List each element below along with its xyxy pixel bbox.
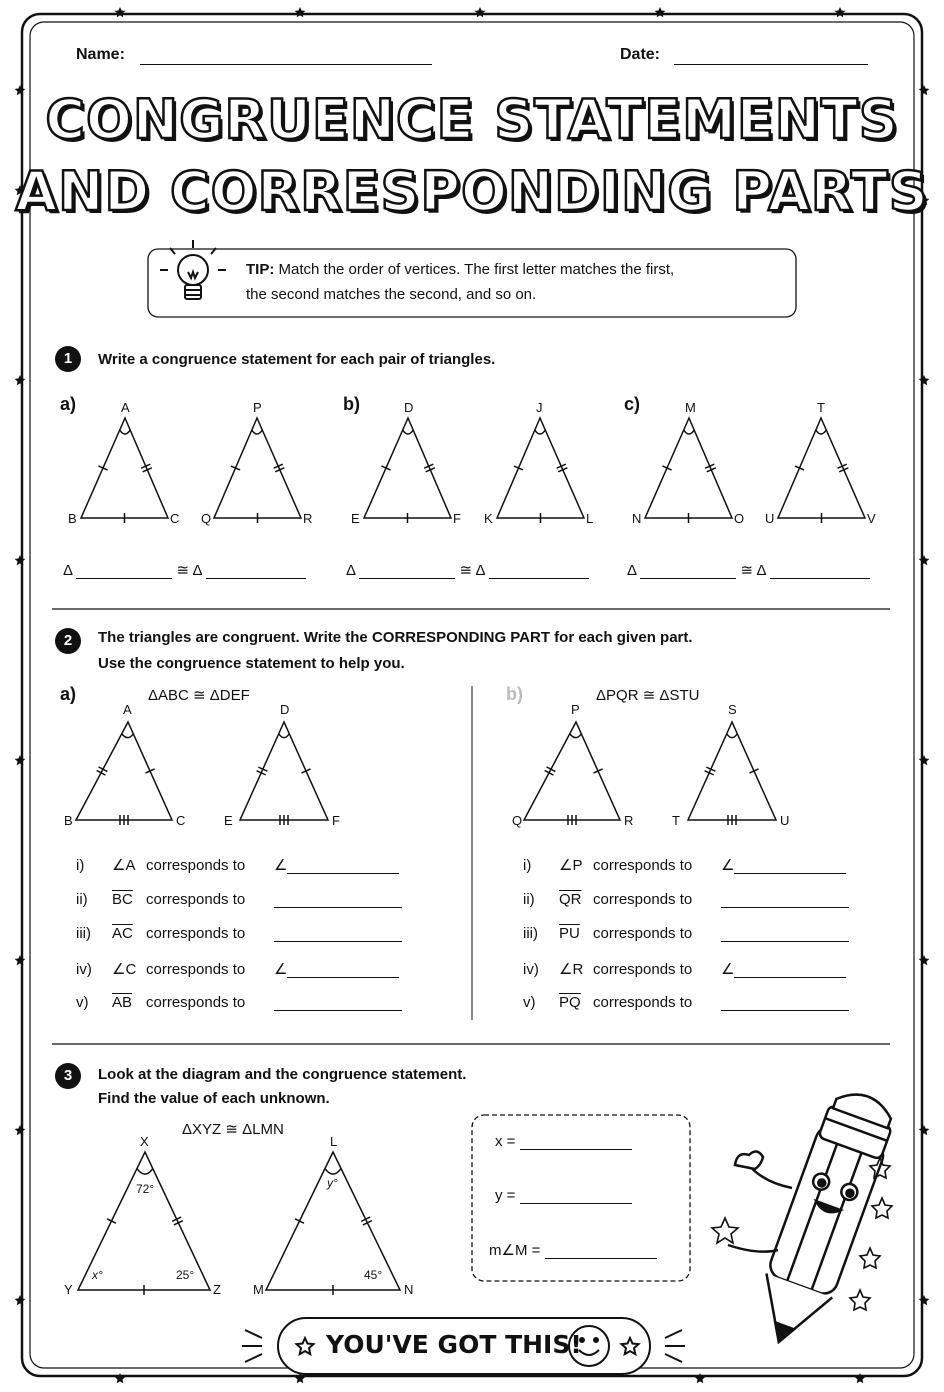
section-number-1: 1 [55, 346, 81, 372]
page-title-line1: CONGRUENCE STATEMENTS [45, 88, 899, 151]
given-part: $\overline{QR}$ [559, 890, 582, 908]
prefix-symbol: ∠ [274, 857, 288, 874]
section1-triangle-A-apex-arc [120, 430, 130, 434]
border-star [15, 755, 26, 765]
border-star [919, 1295, 930, 1305]
correspondence-item [523, 960, 846, 978]
section1-triangle-D-apex-arc [403, 430, 413, 434]
section2-instruction1: The triangles are congruent. Write the CORRESPONDING PART for each given part. [98, 629, 693, 646]
vertex-l: L [330, 1134, 338, 1149]
answer-y-label: y = [495, 1187, 516, 1204]
correspondence-item [76, 891, 402, 908]
section1-answer-row [346, 561, 589, 579]
answer-field[interactable] [274, 927, 402, 942]
vertex-label: D [280, 702, 290, 717]
congruent-symbol: ≅ Δ [176, 562, 202, 579]
vertex-y: Y [64, 1282, 73, 1297]
border-star [919, 375, 930, 385]
corresponds-text: corresponds to [593, 890, 693, 908]
section1-part-label: c) [624, 394, 641, 414]
corresponds-text: corresponds to [146, 960, 246, 978]
section2-left-statement: ΔABC ≅ ΔDEF [148, 687, 250, 704]
correspondence-item [76, 960, 399, 978]
vertex-z: Z [213, 1282, 221, 1297]
section3-instruction1: Look at the diagram and the congruence statement. [98, 1066, 467, 1083]
tip-label: TIP: [246, 261, 275, 278]
given-part: $\overline{AC}$ [112, 925, 133, 942]
section1-part-label: b) [343, 394, 360, 414]
angle-x-label: 72° [136, 1182, 155, 1196]
border-star [919, 1125, 930, 1135]
section1-triangle-T-apex-arc [816, 430, 826, 434]
section2-instruction2: Use the congruence statement to help you. [98, 655, 405, 672]
correspondence-item [523, 994, 849, 1011]
correspondence-item [76, 994, 402, 1011]
border-star [835, 7, 846, 17]
congruent-symbol: ≅ Δ [459, 562, 485, 579]
vertex-label: U [780, 813, 790, 828]
item-number: v) [76, 994, 89, 1011]
section2-triangle-D-apex-arc [279, 734, 290, 738]
vertex-label: V [867, 511, 876, 526]
answer-field[interactable] [721, 893, 849, 908]
vertex-label: J [536, 400, 543, 415]
vertex-label: P [571, 702, 580, 717]
border-star [15, 555, 26, 565]
name-field[interactable] [140, 48, 432, 65]
answer-y-row [495, 1187, 632, 1204]
item-number: v) [523, 994, 536, 1011]
vertex-label: B [68, 511, 77, 526]
correspondence-item [523, 925, 849, 942]
section2-triangle-A-apex-arc [122, 734, 134, 738]
section1-triangle-J-apex-arc [535, 430, 545, 434]
footer-banner-text: YOU'VE GOT THIS! [326, 1330, 582, 1359]
vertex-label: U [765, 511, 775, 526]
given-part: ∠P [559, 857, 583, 874]
section1-triangle-P [214, 418, 301, 518]
corresponds-text: corresponds to [146, 890, 246, 908]
correspondence-item [76, 856, 399, 874]
congruent-symbol: ≅ Δ [740, 562, 766, 579]
section3-triangle-lmn-apex-arc [325, 1169, 341, 1175]
section1-triangle-M-apex-arc [684, 430, 694, 434]
answer-field-1[interactable] [76, 564, 172, 579]
corresponds-text: corresponds to [593, 994, 693, 1011]
border-star [295, 7, 306, 17]
section2-triangle-P-apex-arc [570, 734, 582, 738]
answer-field[interactable] [274, 893, 402, 908]
answer-x-row [495, 1133, 632, 1150]
section3-triangle-xyz-apex-arc [137, 1169, 153, 1175]
border-star [15, 1295, 26, 1305]
answer-field-2[interactable] [770, 564, 870, 579]
border-star [919, 955, 930, 965]
answer-field-1[interactable] [359, 564, 455, 579]
border-star [655, 7, 666, 17]
vertex-label: E [351, 511, 360, 526]
angle-z-label: 25° [176, 1268, 195, 1282]
corresponds-text: corresponds to [593, 960, 693, 978]
section1-triangle-J [497, 418, 584, 518]
border-star [855, 1373, 866, 1383]
answer-field[interactable] [287, 859, 399, 874]
prefix-symbol: ∠ [721, 857, 735, 874]
answer-field-1[interactable] [640, 564, 736, 579]
border-star [919, 555, 930, 565]
item-number: iv) [523, 960, 539, 978]
delta-symbol: Δ [63, 562, 73, 579]
tip-text-line1 [246, 261, 674, 278]
vertex-label: C [176, 813, 186, 828]
tip-text-line2: the second matches the second, and so on. [246, 286, 537, 303]
border-star [15, 1125, 26, 1135]
item-number: i) [523, 857, 532, 874]
correspondence-item [76, 925, 402, 942]
angle-n-label: 45° [364, 1268, 383, 1282]
item-number: iii) [523, 925, 538, 942]
date-label: Date: [620, 46, 661, 63]
border-star [15, 375, 26, 385]
vertex-label: F [453, 511, 461, 526]
date-field[interactable] [674, 48, 868, 65]
section2-right-statement: ΔPQR ≅ ΔSTU [596, 687, 700, 704]
answer-m-label: m∠M = [489, 1242, 541, 1259]
answer-field[interactable] [721, 996, 849, 1011]
section-number-3: 3 [55, 1063, 81, 1089]
border-star [115, 1373, 126, 1383]
vertex-label: A [123, 702, 132, 717]
vertex-label: N [632, 511, 642, 526]
section1-part-label: a) [60, 394, 77, 414]
corresponds-text: corresponds to [146, 994, 246, 1011]
vertex-label: A [121, 400, 130, 415]
section3-instruction2: Find the value of each unknown. [98, 1090, 330, 1107]
section1-triangle-A [81, 418, 168, 518]
prefix-symbol: ∠ [721, 960, 735, 978]
answer-x-field[interactable] [520, 1135, 632, 1150]
given-part: $\overline{PQ}$ [559, 994, 581, 1011]
corresponds-text: corresponds to [146, 925, 246, 942]
vertex-label: E [224, 813, 233, 828]
item-number: ii) [76, 890, 88, 908]
delta-symbol: Δ [627, 562, 637, 579]
vertex-label: R [624, 813, 634, 828]
prefix-symbol: ∠ [274, 960, 288, 978]
section2-left-label: a) [60, 684, 77, 704]
border-star [695, 1373, 706, 1383]
correspondence-item [523, 891, 849, 908]
section3-statement: ΔXYZ ≅ ΔLMN [182, 1121, 284, 1138]
angle-l-label: y° [327, 1176, 338, 1190]
tip-line1: Match the order of vertices. The first letter matches the first, [278, 261, 675, 278]
corresponds-text: corresponds to [593, 925, 693, 942]
section-number-2: 2 [55, 628, 81, 654]
vertex-m: M [253, 1282, 264, 1297]
border-star [115, 7, 126, 17]
vertex-label: L [586, 511, 594, 526]
answer-field[interactable] [721, 927, 849, 942]
given-part: ∠A [112, 857, 136, 874]
answer-m-field[interactable] [545, 1244, 657, 1259]
answer-field[interactable] [734, 859, 846, 874]
vertex-label: R [303, 511, 313, 526]
vertex-label: F [332, 813, 340, 828]
name-label: Name: [76, 46, 125, 63]
section1-triangle-T [778, 418, 865, 518]
item-number: iv) [76, 960, 92, 978]
corresponds-text: corresponds to [146, 857, 246, 874]
given-part: $\overline{BC}$ [112, 890, 133, 908]
answer-m-row [489, 1241, 657, 1259]
answer-field[interactable] [274, 996, 402, 1011]
delta-symbol: Δ [346, 562, 356, 579]
item-number: iii) [76, 925, 91, 942]
section1-triangle-P-apex-arc [252, 430, 262, 434]
given-part: ∠R [559, 960, 584, 978]
vertex-label: P [253, 400, 262, 415]
answer-field[interactable] [287, 963, 399, 978]
vertex-label: T [672, 813, 680, 828]
section1-instruction: Write a congruence statement for each pair of triangles. [98, 351, 496, 368]
vertex-label: K [484, 511, 493, 526]
answer-field[interactable] [734, 963, 846, 978]
section2-right-label: b) [506, 684, 523, 704]
given-part: $\overline{AB}$ [112, 994, 133, 1011]
section2-triangle-S-apex-arc [727, 734, 738, 738]
vertex-label: O [734, 511, 745, 526]
vertex-label: S [728, 702, 737, 717]
item-number: ii) [523, 890, 535, 908]
vertex-label: C [170, 511, 180, 526]
item-number: i) [76, 857, 85, 874]
vertex-label: M [685, 400, 696, 415]
given-part: ∠C [112, 960, 137, 978]
vertex-n: N [404, 1282, 414, 1297]
correspondence-item [523, 856, 846, 874]
section1-triangle-D [364, 418, 451, 518]
corresponds-text: corresponds to [593, 857, 693, 874]
section1-triangle-M [645, 418, 732, 518]
section2-triangle-S [688, 722, 776, 820]
answer-x-label: x = [495, 1133, 516, 1150]
border-star [475, 7, 486, 17]
answer-field-2[interactable] [489, 564, 589, 579]
vertex-label: Q [201, 511, 212, 526]
section2-triangle-D [240, 722, 328, 820]
page-title-line2: AND CORRESPONDING PARTS [15, 160, 929, 223]
answer-field-2[interactable] [206, 564, 306, 579]
given-part: $\overline{PU}$ [559, 925, 580, 942]
section1-answer-row [63, 561, 306, 579]
answer-y-field[interactable] [520, 1189, 632, 1204]
border-star [919, 755, 930, 765]
section1-answer-row [627, 561, 870, 579]
angle-y-label: x° [92, 1268, 103, 1282]
vertex-x: X [140, 1134, 149, 1149]
border-star [15, 955, 26, 965]
vertex-label: T [817, 400, 825, 415]
vertex-label: B [64, 813, 73, 828]
vertex-label: D [404, 400, 414, 415]
vertex-label: Q [512, 813, 523, 828]
tip-box [148, 249, 796, 317]
